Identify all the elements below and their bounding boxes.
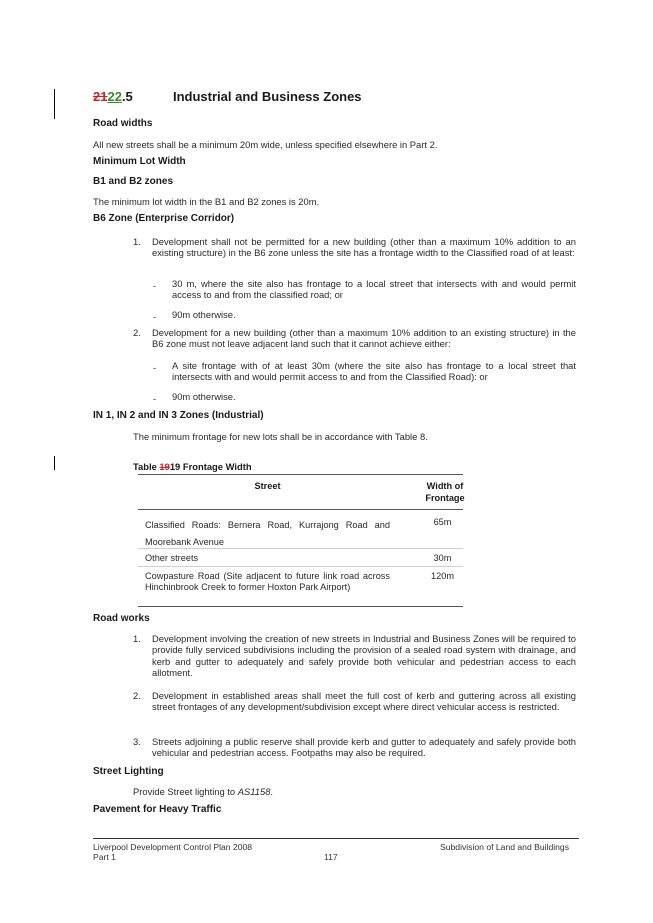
road-widths-heading: Road widths <box>93 118 153 129</box>
sub-item: 90m otherwise. <box>172 309 236 320</box>
street-lighting-text-prefix: Provide Street lighting to <box>133 786 238 797</box>
change-bar <box>54 89 55 119</box>
table-rule <box>138 548 463 549</box>
list-item: Development involving the creation of new streets in Industrial and Business Zones will be required to provide fully serviced subdivisions including the provision of a sealed road system with drainage, and kerb and gutter to adequately and safely provide both vehicular and pedestrian access to each allotment. <box>152 633 576 679</box>
footer-rule <box>93 838 579 839</box>
list-dash: - <box>153 393 157 404</box>
table-cell-width: 65m <box>433 517 452 527</box>
list-item: Streets adjoining a public reserve shall provide kerb and gutter to adequately and safely provide both vehicular and pedestrian access. Footpaths may also be required. <box>152 736 576 759</box>
table-caption-prefix: Table <box>133 461 160 472</box>
list-number: 2. <box>133 690 141 701</box>
street-lighting-text-suffix: . <box>270 786 274 797</box>
table-caption-number-inserted: 19 <box>169 461 181 472</box>
road-widths-text: All new streets shall be a minimum 20m wide, unless specified elsewhere in Part 2. <box>93 139 438 150</box>
sub-item: A site frontage with of at least 30m (where the site also has frontage to a local street that intersects with and would permit access to and from the Classified Road): or <box>172 360 576 383</box>
list-dash: - <box>153 311 157 322</box>
b1-b2-text: The minimum lot width in the B1 and B2 zones is 20m. <box>93 196 320 207</box>
b1-b2-heading: B1 and B2 zones <box>93 176 174 187</box>
table-cell-street: Cowpasture Road (Site adjacent to future link road across Hinchinbrook Creek to former Hoxton Park Airport) <box>145 571 390 593</box>
sub-item: 30 m, where the site also has frontage to a local street that intersects with and would permit access to and from the classified road; or <box>172 278 576 301</box>
road-works-heading: Road works <box>93 613 150 624</box>
section-number-suffix: .5 <box>121 89 133 104</box>
footer-part: Part 1 <box>93 852 116 862</box>
list-item: Development shall not be permitted for a new building (other than a maximum 10% addition to an existing structure) in the B6 zone unless the site has a frontage width to the Classified road of at least: <box>152 236 576 259</box>
street-lighting-text <box>133 786 573 798</box>
table-rule <box>138 474 463 475</box>
table-rule <box>138 606 463 607</box>
in-zones-heading: IN 1, IN 2 and IN 3 Zones (Industrial) <box>93 410 264 421</box>
section-number-inserted: 22 <box>107 89 122 104</box>
table-caption-number-deleted: 19 <box>159 461 170 472</box>
table-rule <box>138 566 463 567</box>
table-caption <box>133 461 252 472</box>
pavement-heading: Pavement for Heavy Traffic <box>93 804 222 815</box>
table-caption-suffix: Frontage Width <box>180 461 252 472</box>
min-lot-width-heading: Minimum Lot Width <box>93 156 186 167</box>
sub-item: 90m otherwise. <box>172 391 236 402</box>
table-header-street: Street <box>254 481 281 491</box>
table-cell-width: 120m <box>431 571 454 581</box>
list-item: Development for a new building (other than a maximum 10% addition to an existing structure) in the B6 zone must not leave adjacent land such that it cannot achieve either: <box>152 327 576 350</box>
footer-document-title: Liverpool Development Control Plan 2008 <box>93 842 253 852</box>
list-dash: - <box>153 362 157 373</box>
footer-page-number: 117 <box>324 852 338 862</box>
section-title: Industrial and Business Zones <box>173 89 362 104</box>
standard-reference: AS1158 <box>237 786 271 797</box>
in-zones-text: The minimum frontage for new lots shall be in accordance with Table 8. <box>133 431 428 442</box>
street-lighting-heading: Street Lighting <box>93 766 164 777</box>
b6-heading: B6 Zone (Enterprise Corridor) <box>93 213 235 224</box>
table-cell-street: Classified Roads: Bernera Road, Kurrajong Road and Moorebank Avenue <box>145 520 390 547</box>
table-cell-street: Other streets <box>145 553 199 563</box>
list-number: 1. <box>133 633 141 644</box>
table-rule <box>138 509 463 510</box>
list-number: 3. <box>133 736 141 747</box>
section-number-deleted: 21 <box>93 89 108 104</box>
list-number: 2. <box>133 327 141 338</box>
list-item: Development in established areas shall meet the full cost of kerb and guttering across all existing street frontages of any development/subdivision except where direct vehicular access is restricted. <box>152 690 576 713</box>
list-number: 1. <box>133 236 141 247</box>
footer-chapter-title: Subdivision of Land and Buildings <box>440 842 569 852</box>
list-dash: - <box>153 280 157 291</box>
change-bar <box>54 456 55 470</box>
section-heading <box>93 89 362 104</box>
table-header-width: Width of Frontage <box>425 481 465 503</box>
table-cell-width: 30m <box>433 553 452 563</box>
